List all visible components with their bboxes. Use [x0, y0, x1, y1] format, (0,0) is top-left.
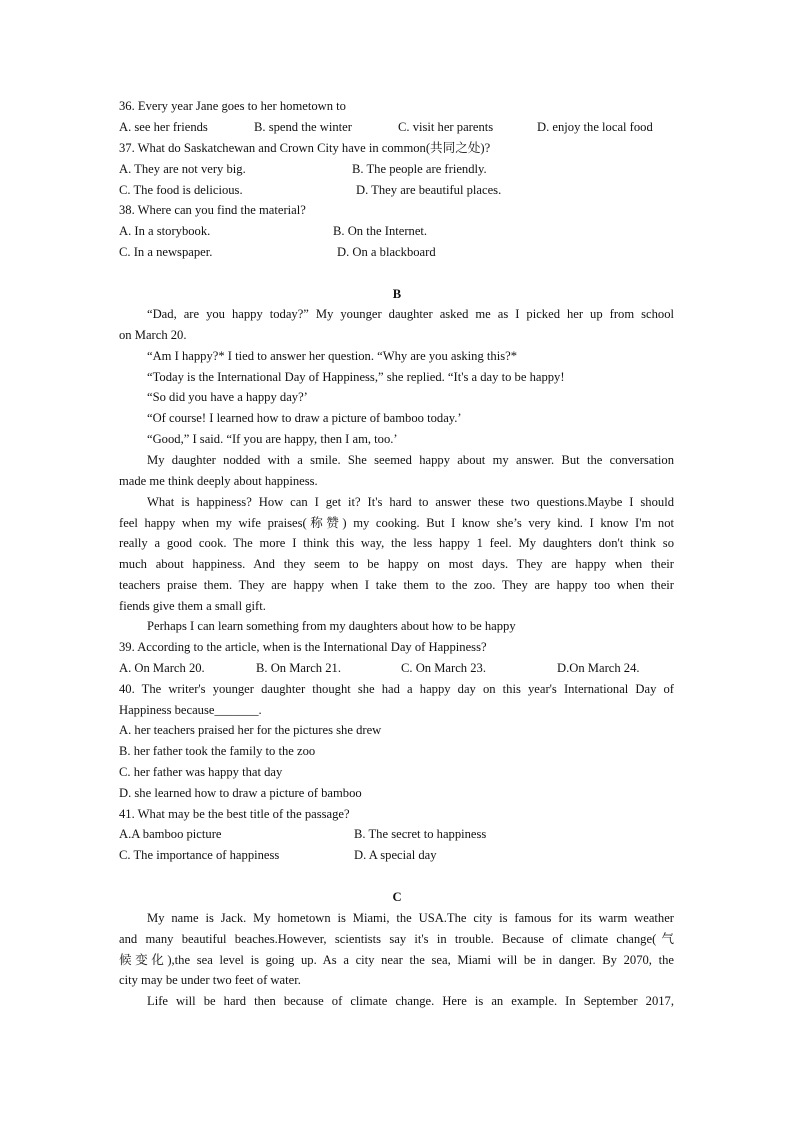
passage-b-line: Perhaps I can learn something from my daughters about how to be happy	[147, 619, 516, 633]
option-41-a: A.A bamboo picture	[119, 827, 222, 841]
passage-b-line: “Today is the International Day of Happiness,” she replied. “It's a day to be happy!	[147, 370, 565, 384]
question-40-cont: Happiness because_______.	[119, 703, 262, 717]
section-c-heading: C	[392, 890, 402, 904]
option-39-b: B. On March 21.	[256, 661, 341, 675]
passage-b-line: on March 20.	[119, 328, 187, 342]
option-39-c: C. On March 23.	[401, 661, 486, 675]
question-38: 38. Where can you find the material?	[119, 203, 306, 217]
passage-b-line: made me think deeply about happiness.	[119, 474, 318, 488]
passage-b-line: “So did you have a happy day?’	[147, 390, 308, 404]
option-39-a: A. On March 20.	[119, 661, 205, 675]
passage-b-line: “Dad, are you happy today?” My younger daughter asked me as I picked her up from school	[147, 307, 674, 321]
option-40-a: A. her teachers praised her for the pictures she drew	[119, 723, 382, 737]
option-41-d: D. A special day	[354, 848, 437, 862]
passage-b-line: “Of course! I learned how to draw a picture of bamboo today.’	[147, 411, 462, 425]
option-36-c: C. visit her parents	[398, 120, 494, 134]
passage-b-line: “Good,” I said. “If you are happy, then I am, too.’	[147, 432, 398, 446]
section-b-heading: B	[392, 287, 402, 301]
passage-b-line: feel happy when my wife praises(称赞) my cooking. But I know she’s very kind. I know I'm not	[119, 516, 674, 530]
option-38-c: C. In a newspaper.	[119, 245, 213, 259]
question-41: 41. What may be the best title of the passage?	[119, 807, 350, 821]
question-39: 39. According to the article, when is the International Day of Happiness?	[119, 640, 487, 654]
option-40-c: C. her father was happy that day	[119, 765, 283, 779]
passage-b-line: What is happiness? How can I get it? It's hard to answer these two questions.Maybe I should	[147, 495, 674, 509]
question-37: 37. What do Saskatchewan and Crown City have in common(共同之处)?	[119, 141, 491, 155]
passage-b-line: teachers praise them. They are happy when I take them to the zoo. They are happy too when their	[119, 578, 674, 592]
option-36-d: D. enjoy the local food	[537, 120, 653, 134]
passage-b-line: much about happiness. And they seem to be happy on most days. They are happy when their	[119, 557, 674, 571]
option-36-b: B. spend the winter	[254, 120, 352, 134]
passage-c-line: and many beautiful beaches.However, scientists say it's in trouble. Because of climate change(气	[119, 932, 674, 946]
option-40-b: B. her father took the family to the zoo	[119, 744, 316, 758]
question-36: 36. Every year Jane goes to her hometown to	[119, 99, 346, 113]
passage-c-line: city may be under two feet of water.	[119, 973, 301, 987]
option-39-d: D.On March 24.	[557, 661, 640, 675]
passage-c-line: My name is Jack. My hometown is Miami, the USA.The city is famous for its warm weather	[147, 911, 674, 925]
option-38-a: A. In a storybook.	[119, 224, 211, 238]
passage-c-line: 候变化),the sea level is going up. As a city near the sea, Miami will be in danger. By 2070, the	[119, 953, 674, 967]
option-36-a: A. see her friends	[119, 120, 208, 134]
passage-b-line: fiends give them a small gift.	[119, 599, 266, 613]
option-40-d: D. she learned how to draw a picture of bamboo	[119, 786, 362, 800]
passage-b-line: My daughter nodded with a smile. She seemed happy about my answer. But the conversation	[147, 453, 674, 467]
option-37-b: B. The people are friendly.	[352, 162, 487, 176]
passage-b-line: “Am I happy?* I tied to answer her question. “Why are you asking this?*	[147, 349, 518, 363]
option-38-d: D. On a blackboard	[337, 245, 436, 259]
option-38-b: B. On the Internet.	[333, 224, 428, 238]
option-41-c: C. The importance of happiness	[119, 848, 280, 862]
option-37-a: A. They are not very big.	[119, 162, 246, 176]
passage-c-line: Life will be hard then because of climate change. Here is an example. In September 2017,	[147, 994, 674, 1008]
passage-b-line: really a good cook. The more I think this way, the less happy 1 feel. My daughters don't think so	[119, 536, 674, 550]
question-40: 40. The writer's younger daughter thought she had a happy day on this year's International Day of	[119, 682, 674, 696]
option-41-b: B. The secret to happiness	[354, 827, 487, 841]
option-37-c: C. The food is delicious.	[119, 183, 243, 197]
option-37-d: D. They are beautiful places.	[356, 183, 502, 197]
